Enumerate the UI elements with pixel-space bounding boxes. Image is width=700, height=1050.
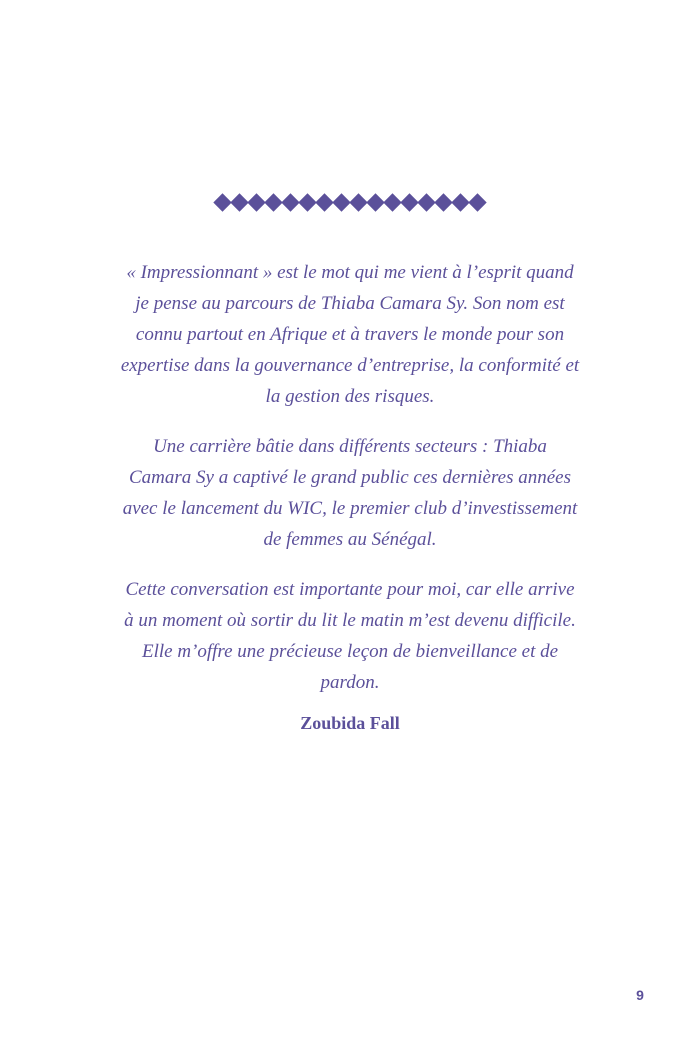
diamond-icon <box>332 193 350 211</box>
diamond-icon <box>383 193 401 211</box>
page-number: 9 <box>636 987 644 1003</box>
paragraph-2: Une carrière bâtie dans différents secteurs : Thiaba Camara Sy a captivé le grand public ces dernières années avec le lancement du WIC, le premier club d’investissement de femmes au Sénégal. <box>122 436 578 550</box>
diamond-icon <box>281 193 299 211</box>
paragraph-1: « Impressionnant » est le mot qui me vient à l’esprit quand je pense au parcours de Thiaba Camara Sy. Son nom est connu partout en Afrique et à travers le monde pour son expertise dans la gouvernance d’entreprise, la conformité et la gestion des risques. <box>120 262 580 407</box>
diamond-icon <box>315 193 333 211</box>
diamond-icon <box>213 193 231 211</box>
diamond-icon <box>417 193 435 211</box>
diamond-icon <box>434 193 452 211</box>
diamond-icon <box>264 193 282 211</box>
diamond-icon <box>349 193 367 211</box>
diamond-icon <box>451 193 469 211</box>
diamond-icon <box>468 193 486 211</box>
diamond-icon <box>400 193 418 211</box>
diamond-icon <box>230 193 248 211</box>
paragraph-3: Cette conversation est importante pour moi, car elle arrive à un moment où sortir du lit le matin m’est devenu difficile. Elle m’offre une précieuse leçon de bienveillance et de pardon. <box>124 579 576 693</box>
diamond-ornament <box>0 196 700 216</box>
foreword-text <box>120 257 580 717</box>
author-signature: Zoubida Fall <box>300 713 400 733</box>
diamond-icon <box>366 193 384 211</box>
diamond-icon <box>298 193 316 211</box>
diamond-icon <box>247 193 265 211</box>
